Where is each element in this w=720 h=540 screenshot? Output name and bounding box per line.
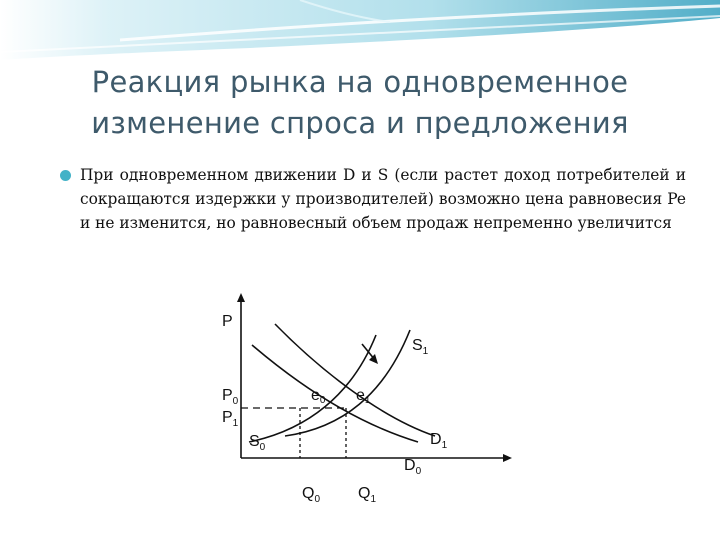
slide-title-line-2: изменение спроса и предложения [91, 106, 629, 140]
e0-label: e0 [311, 387, 326, 406]
q0-label: $Q_0$ [302, 485, 321, 505]
p1-label: $P_1$ [222, 409, 239, 429]
top-wave-decoration [0, 0, 720, 60]
p0-label: $P_0$ [222, 387, 239, 407]
price-axis-arrow [237, 293, 245, 302]
d1-label: $D_1$ [430, 431, 448, 451]
d0-label: $D_0$ [404, 457, 422, 477]
e1-label: e1 [356, 387, 371, 406]
s0-label: $S_0$ [249, 433, 266, 453]
price-axis-label: P [222, 313, 233, 330]
demand-curve-d0 [252, 345, 418, 442]
bullet-text: При одновременном движении D и S (если растет доход потребителей и сокращаются издержки у производителей) возможно цена равновесия Pe и не изменится, но равновесный объем продаж непременно увеличится [80, 166, 686, 232]
supply-demand-graph [212, 290, 518, 510]
demand-curve-d1 [275, 324, 435, 436]
quantity-axis-arrow [503, 454, 512, 462]
bullet-icon [60, 170, 71, 181]
slide-title-line-1: Реакция рынка на одновременное [91, 65, 629, 99]
q1-label: $Q_1$ [358, 485, 377, 505]
s1-label: $S_1$ [412, 337, 429, 357]
slide-title [40, 62, 680, 144]
